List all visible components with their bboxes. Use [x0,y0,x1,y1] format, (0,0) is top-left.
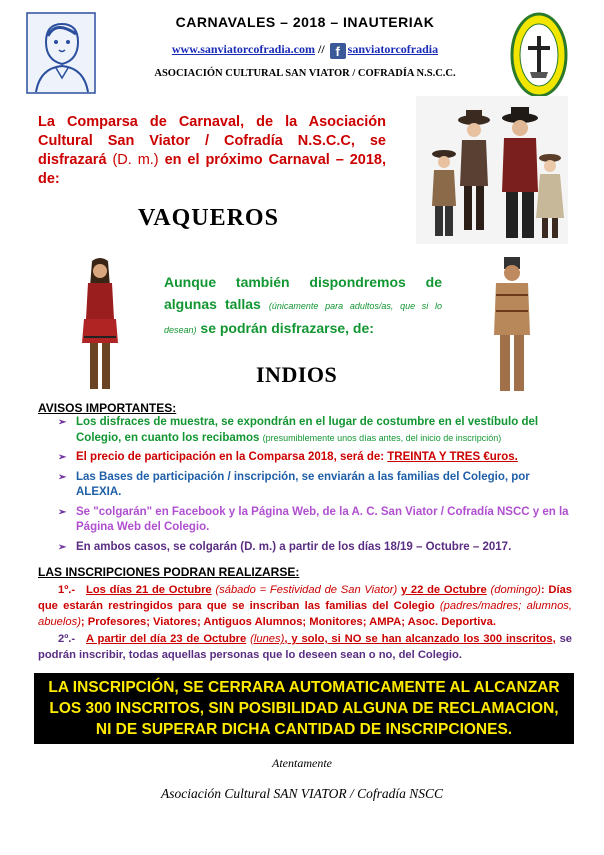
cowboy-family-image [416,96,568,244]
inscripciones-title: LAS INSCRIPCIONES PODRAN REALIZARSE: [38,565,300,579]
closing-greeting: Atentamente [272,756,332,770]
avisos-title: AVISOS IMPORTANTES: [38,401,177,415]
native-man-costume-image [488,255,536,395]
link-separator: // [317,42,325,56]
intro-dm: (D. m.) [112,152,159,168]
arrow-bullet-icon: ➢ [58,417,67,428]
arrow-bullet-icon: ➢ [58,506,67,518]
aviso-item: ➢ El precio de participación en la Comparsa 2018, será de: TREINTA Y TRES €uros. [58,450,570,466]
indios-line-1: Aunque también dispondremos de algunas tallas [164,274,442,312]
intro-text-2: en el próximo Carnaval – 2018, de: [38,152,387,187]
intro-text: La Comparsa de Carnaval, de la Asociación Cultural San Viator / Cofradía N.S.C.C, se disfrazará [38,114,386,168]
page-title: CARNAVALES – 2018 – INAUTERIAK [175,14,435,30]
native-woman-costume-image [78,257,122,393]
inscripcion-paragraph-1: 1º.- Los días 21 de Octubre (sábado = Festividad de San Viator) y 22 de Octubre (domingo): Días que estarán restringidos para que se inscriban las familias del Colegio (padres/madres; alumnos, abuelos); Profesores; Viatores; Antiguos Alumnos; Monitores; AMPA; Asoc. Deportiva. [38,584,573,628]
arrow-bullet-icon: ➢ [58,541,67,553]
facebook-icon: f [330,43,346,59]
aviso-item: ➢ Las Bases de participación / inscripción, se enviarán a las familias del Colegio, por ALEXIA. [58,470,530,498]
indios-small-note: (únicamente para adultos/as, que si lo desean) [164,301,442,335]
banner-line-2: LOS 300 INSCRITOS, SIN POSIBILIDAD ALGUNA DE RECLAMACION, [49,700,559,717]
costume-indios: INDIOS [256,362,338,387]
banner-line-1: LA INSCRIPCIÓN, SE CERRARA AUTOMATICAMENTE AL ALCANZAR [48,679,560,696]
aviso-item: ➢ En ambos casos, se colgarán (D. m.) a partir de los días 18/19 – Octubre – 2017. [58,540,570,556]
indios-paragraph [164,271,442,341]
avisos-list [58,415,570,559]
costume-vaqueros: VAQUEROS [138,205,279,231]
signature: Asociación Cultural SAN VIATOR / Cofradía NSCC [160,786,444,801]
item-number: 1º.- [58,584,76,596]
price-text: TREINTA Y TRES €uros. [387,451,518,463]
cofradia-emblem-logo [510,12,568,98]
header-links [110,42,500,59]
indios-line-2: se podrán disfrazarse, de: [200,320,374,336]
aviso-item: ➢ Se "colgarán" en Facebook y la Página Web, de la A. C. San Viator / Cofradía NSCC y en la Página Web del Colegio. [58,505,569,533]
intro-paragraph [38,113,386,189]
inscripcion-paragraph-2: 2º.- A partir del día 23 de Octubre (lunes), y solo, si NO se han alcanzado los 300 inscritos, se podrán inscribir, todas aquellas personas que lo deseen sean o no, del Colegio. [38,633,573,661]
item-number: 2º.- [58,633,76,645]
aviso-note: (presumiblemente unos días antes, del inicio de inscripción) [262,432,502,443]
founder-portrait-logo [26,12,96,94]
arrow-bullet-icon: ➢ [58,452,67,463]
association-name: ASOCIACIÓN CULTURAL SAN VIATOR / COFRADÍA N.S.C.C. [154,68,456,79]
arrow-bullet-icon: ➢ [58,471,67,483]
warning-banner [34,673,574,744]
banner-line-3: NI DE SUPERAR DICHA CANTIDAD DE INSCRIPCIONES. [95,721,513,738]
facebook-link[interactable]: sanviatorcofradia [347,42,439,56]
aviso-item: ➢ Los disfraces de muestra, se expondrán en el lugar de costumbre en el vestíbulo del Colegio, en cuanto los recibamos (presumiblemente unos días antes, del inicio de inscripción) [58,416,539,444]
website-link[interactable]: www.sanviatorcofradia.com [171,42,315,56]
